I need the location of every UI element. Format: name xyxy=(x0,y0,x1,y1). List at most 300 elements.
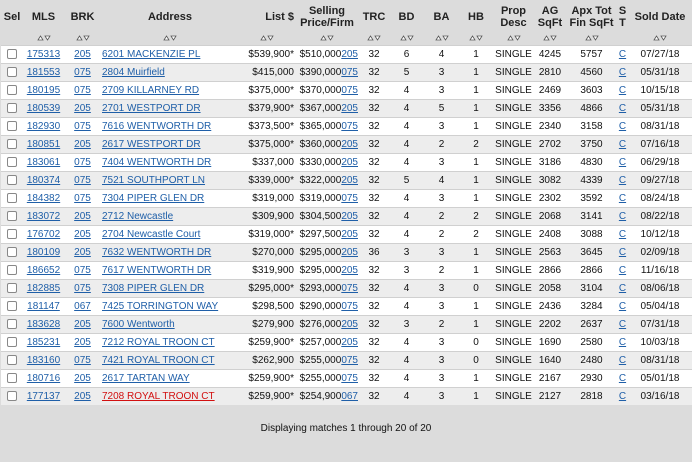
brk-link[interactable]: 075 xyxy=(74,265,91,276)
address-link[interactable]: 7617 WENTWORTH DR xyxy=(102,265,212,276)
col-apx: Apx Tot Fin SqFt xyxy=(566,0,617,34)
ba-value: 4 xyxy=(438,49,445,60)
hb-value: 2 xyxy=(473,211,479,222)
prop-desc: SINGLE xyxy=(495,67,532,78)
ag-sqft: 2866 xyxy=(538,265,562,276)
list-price: $259,900* xyxy=(248,337,294,348)
col-brk: BRK xyxy=(64,0,101,34)
bd-value: 4 xyxy=(403,103,410,114)
select-checkbox[interactable] xyxy=(7,157,17,167)
selling-price: $297,500 xyxy=(299,229,342,240)
ba-value: 5 xyxy=(438,103,445,114)
selling-price: $367,000 xyxy=(299,103,342,114)
prop-desc: SINGLE xyxy=(495,175,532,186)
firm-link[interactable]: 075 xyxy=(341,301,358,312)
select-checkbox[interactable] xyxy=(7,373,17,383)
bd-value: 6 xyxy=(403,49,410,60)
trc-value: 32 xyxy=(368,337,380,348)
col-bd: BD xyxy=(389,0,424,34)
prop-desc: SINGLE xyxy=(495,283,532,294)
bd-value: 3 xyxy=(403,247,410,258)
trc-value: 32 xyxy=(368,265,380,276)
prop-desc: SINGLE xyxy=(495,193,532,204)
apx-sqft: 2580 xyxy=(580,337,603,348)
firm-link[interactable]: 205 xyxy=(341,49,358,60)
apx-sqft: 2480 xyxy=(580,355,603,366)
sold-date: 07/16/18 xyxy=(640,139,680,150)
apx-sqft: 2866 xyxy=(580,265,603,276)
prop-desc: SINGLE xyxy=(495,49,532,60)
list-price: $415,000 xyxy=(252,67,294,78)
ag-sqft: 2340 xyxy=(538,121,562,132)
sold-date: 05/04/18 xyxy=(640,301,680,312)
address-link[interactable]: 7208 ROYAL TROON CT xyxy=(102,391,215,402)
sort-arrows-icon[interactable] xyxy=(400,34,414,42)
table-row xyxy=(1,136,692,154)
ba-value: 3 xyxy=(438,67,445,78)
sold-date: 05/01/18 xyxy=(640,373,680,384)
status-link[interactable]: C xyxy=(618,229,627,240)
sold-date: 07/31/18 xyxy=(640,319,680,330)
select-checkbox[interactable] xyxy=(7,67,17,77)
col-sold: Sold Date xyxy=(628,0,692,34)
status-link[interactable]: C xyxy=(618,283,627,294)
select-checkbox[interactable] xyxy=(7,193,17,203)
mls-link[interactable]: 186652 xyxy=(26,265,61,276)
ba-value: 3 xyxy=(438,247,445,258)
apx-sqft: 3141 xyxy=(580,211,603,222)
address-link[interactable]: 7632 WENTWORTH DR xyxy=(102,247,212,258)
status-link[interactable]: C xyxy=(618,319,627,330)
brk-link[interactable]: 075 xyxy=(74,157,91,168)
mls-link[interactable]: 180374 xyxy=(26,175,61,186)
ag-sqft: 2810 xyxy=(538,67,562,78)
firm-link[interactable]: 075 xyxy=(341,193,358,204)
sort-cell-brk xyxy=(64,34,101,46)
status-link[interactable]: C xyxy=(618,247,627,258)
sold-date: 05/31/18 xyxy=(640,67,680,78)
sold-date: 08/31/18 xyxy=(640,121,680,132)
bd-value: 4 xyxy=(403,157,410,168)
hb-value: 0 xyxy=(473,337,479,348)
brk-link[interactable]: 075 xyxy=(74,193,91,204)
table-row xyxy=(1,100,692,118)
col-sel: Sel xyxy=(1,0,23,34)
sort-cell-hb xyxy=(459,34,493,46)
sort-row xyxy=(1,34,692,46)
firm-link[interactable]: 205 xyxy=(341,103,358,114)
trc-value: 32 xyxy=(368,319,380,330)
status-link[interactable]: C xyxy=(618,49,627,60)
ba-value: 3 xyxy=(438,157,445,168)
sort-cell-ag xyxy=(534,34,566,46)
mls-link[interactable]: 180539 xyxy=(26,103,61,114)
brk-link[interactable]: 075 xyxy=(74,175,91,186)
select-checkbox[interactable] xyxy=(7,283,17,293)
brk-link[interactable]: 205 xyxy=(74,229,91,240)
ba-value: 2 xyxy=(438,319,445,330)
selling-price: $322,000 xyxy=(299,175,342,186)
col-ag: AG SqFt xyxy=(534,0,566,34)
sort-arrows-icon[interactable] xyxy=(76,34,90,42)
match-count: Displaying matches 1 through 20 of 20 xyxy=(260,423,432,434)
sort-arrows-icon[interactable] xyxy=(37,34,51,42)
sort-arrows-icon[interactable] xyxy=(163,34,177,42)
mls-link[interactable]: 175313 xyxy=(26,49,61,60)
bd-value: 4 xyxy=(403,337,410,348)
address-link[interactable]: 2617 WESTPORT DR xyxy=(102,139,201,150)
hb-value: 1 xyxy=(473,391,479,402)
sort-arrows-icon[interactable] xyxy=(543,34,557,42)
address-link[interactable]: 7425 TORRINGTON WAY xyxy=(102,301,219,312)
status-link[interactable]: C xyxy=(618,103,627,114)
status-link[interactable]: C xyxy=(618,139,627,150)
apx-sqft: 4830 xyxy=(580,157,603,168)
sort-arrows-icon[interactable] xyxy=(585,34,599,42)
select-checkbox[interactable] xyxy=(7,319,17,329)
address-link[interactable]: 7212 ROYAL TROON CT xyxy=(102,337,215,348)
mls-link[interactable]: 180716 xyxy=(26,373,61,384)
mls-link[interactable]: 183160 xyxy=(26,355,61,366)
select-checkbox[interactable] xyxy=(7,121,17,131)
ag-sqft: 2202 xyxy=(538,319,562,330)
col-st: S T xyxy=(617,0,628,34)
ba-value: 3 xyxy=(438,373,445,384)
ba-value: 2 xyxy=(438,229,445,240)
table-row xyxy=(1,208,692,226)
listings-table xyxy=(1,0,692,405)
address-link[interactable]: 7600 Wentworth xyxy=(102,319,175,330)
selling-price: $295,000 xyxy=(299,247,342,258)
sort-arrows-icon[interactable] xyxy=(367,34,381,42)
bd-value: 4 xyxy=(403,391,410,402)
col-prop: Prop Desc xyxy=(493,0,534,34)
ba-value: 3 xyxy=(438,337,445,348)
sold-date: 02/09/18 xyxy=(640,247,680,258)
sort-cell-sold xyxy=(628,34,692,46)
sold-date: 08/31/18 xyxy=(640,355,680,366)
sort-cell-trc xyxy=(359,34,389,46)
firm-link[interactable]: 205 xyxy=(341,157,358,168)
col-trc: TRC xyxy=(359,0,389,34)
status-link[interactable]: C xyxy=(618,85,627,96)
brk-link[interactable]: 205 xyxy=(74,103,91,114)
mls-link[interactable]: 180109 xyxy=(26,247,61,258)
firm-link[interactable]: 205 xyxy=(341,337,358,348)
apx-sqft: 3645 xyxy=(580,247,603,258)
col-mls: MLS xyxy=(23,0,64,34)
list-price: $259,900* xyxy=(248,391,294,402)
bd-value: 3 xyxy=(403,319,410,330)
mls-link[interactable]: 176702 xyxy=(26,229,61,240)
hb-value: 1 xyxy=(473,265,479,276)
bd-value: 4 xyxy=(403,211,410,222)
selling-price: $370,000 xyxy=(299,85,342,96)
table-row xyxy=(1,334,692,352)
status-link[interactable]: C xyxy=(618,265,627,276)
mls-link[interactable]: 184382 xyxy=(26,193,61,204)
hb-value: 1 xyxy=(473,67,479,78)
firm-link[interactable]: 205 xyxy=(341,229,358,240)
ba-value: 3 xyxy=(438,283,445,294)
sort-arrows-icon[interactable] xyxy=(435,34,449,42)
hb-value: 0 xyxy=(473,283,479,294)
bd-value: 4 xyxy=(403,193,410,204)
firm-link[interactable]: 067 xyxy=(341,391,358,402)
ba-value: 2 xyxy=(438,265,445,276)
apx-sqft: 4866 xyxy=(580,103,603,114)
apx-sqft: 3603 xyxy=(580,85,603,96)
prop-desc: SINGLE xyxy=(495,301,532,312)
table-row xyxy=(1,172,692,190)
brk-link[interactable]: 205 xyxy=(74,139,91,150)
brk-link[interactable]: 075 xyxy=(74,85,91,96)
address-link[interactable]: 6201 MACKENZIE PL xyxy=(102,49,201,60)
table-row xyxy=(1,262,692,280)
hb-value: 1 xyxy=(473,175,479,186)
brk-link[interactable]: 205 xyxy=(74,211,91,222)
apx-sqft: 3750 xyxy=(580,139,603,150)
selling-price: $304,500 xyxy=(299,211,342,222)
sort-arrows-icon[interactable] xyxy=(260,34,274,42)
select-checkbox[interactable] xyxy=(7,175,17,185)
mls-link[interactable]: 183628 xyxy=(26,319,61,330)
status-link[interactable]: C xyxy=(618,211,627,222)
mls-link[interactable]: 181553 xyxy=(26,67,61,78)
ba-value: 2 xyxy=(438,211,445,222)
apx-sqft: 4339 xyxy=(580,175,603,186)
selling-price: $276,000 xyxy=(299,319,342,330)
brk-link[interactable]: 205 xyxy=(74,337,91,348)
selling-price: $390,000 xyxy=(299,67,342,78)
sort-cell-apx xyxy=(566,34,617,46)
ag-sqft: 2058 xyxy=(538,283,562,294)
sort-cell-sel xyxy=(1,34,23,46)
hb-value: 1 xyxy=(473,373,479,384)
table-row xyxy=(1,46,692,64)
address-link[interactable]: 2617 TARTAN WAY xyxy=(102,373,190,384)
selling-price: $365,000 xyxy=(299,121,342,132)
firm-link[interactable]: 205 xyxy=(341,175,358,186)
brk-link[interactable]: 075 xyxy=(74,67,91,78)
trc-value: 32 xyxy=(368,355,380,366)
firm-link[interactable]: 075 xyxy=(341,355,358,366)
sold-date: 08/06/18 xyxy=(640,283,680,294)
firm-link[interactable]: 205 xyxy=(341,211,358,222)
list-price: $295,000* xyxy=(248,283,294,294)
apx-sqft: 3592 xyxy=(580,193,603,204)
hb-value: 1 xyxy=(473,247,479,258)
prop-desc: SINGLE xyxy=(495,265,532,276)
prop-desc: SINGLE xyxy=(495,85,532,96)
status-link[interactable]: C xyxy=(618,121,627,132)
mls-link[interactable]: 182930 xyxy=(26,121,61,132)
address-link[interactable]: 2704 Newcastle Court xyxy=(102,229,201,240)
table-row xyxy=(1,370,692,388)
apx-sqft: 2637 xyxy=(580,319,603,330)
prop-desc: SINGLE xyxy=(495,211,532,222)
sort-arrows-icon[interactable] xyxy=(653,34,667,42)
bd-value: 4 xyxy=(403,85,410,96)
select-checkbox[interactable] xyxy=(7,139,17,149)
table-row xyxy=(1,118,692,136)
select-checkbox[interactable] xyxy=(7,49,17,59)
status-link[interactable]: C xyxy=(618,67,627,78)
prop-desc: SINGLE xyxy=(495,121,532,132)
address-link[interactable]: 2804 Muirfield xyxy=(102,67,165,78)
sort-arrows-icon[interactable] xyxy=(507,34,521,42)
selling-price: $330,000 xyxy=(299,157,342,168)
select-checkbox[interactable] xyxy=(7,301,17,311)
sold-date: 11/16/18 xyxy=(640,265,680,276)
list-price: $270,000 xyxy=(252,247,294,258)
bd-value: 5 xyxy=(403,175,410,186)
ag-sqft: 2702 xyxy=(538,139,562,150)
trc-value: 32 xyxy=(368,139,380,150)
select-checkbox[interactable] xyxy=(7,211,17,221)
table-row xyxy=(1,352,692,370)
sold-date: 08/22/18 xyxy=(640,211,680,222)
mls-link[interactable]: 181147 xyxy=(27,301,60,312)
sort-arrows-icon[interactable] xyxy=(469,34,483,42)
brk-link[interactable]: 205 xyxy=(74,49,91,60)
firm-link[interactable]: 075 xyxy=(341,373,358,384)
status-link[interactable]: C xyxy=(618,355,627,366)
sold-date: 09/27/18 xyxy=(640,175,680,186)
table-row xyxy=(1,82,692,100)
select-checkbox[interactable] xyxy=(7,103,17,113)
mls-link[interactable]: 177137 xyxy=(26,391,61,402)
address-link[interactable]: 7404 WENTWORTH DR xyxy=(102,157,212,168)
address-link[interactable]: 2701 WESTPORT DR xyxy=(102,103,201,114)
firm-link[interactable]: 205 xyxy=(341,319,358,330)
prop-desc: SINGLE xyxy=(495,337,532,348)
select-checkbox[interactable] xyxy=(7,391,17,401)
mls-link[interactable]: 182885 xyxy=(26,283,61,294)
brk-link[interactable]: 075 xyxy=(74,355,91,366)
firm-link[interactable]: 075 xyxy=(341,67,358,78)
address-link[interactable]: 2709 KILLARNEY RD xyxy=(102,85,200,96)
address-link[interactable]: 7308 PIPER GLEN DR xyxy=(102,283,205,294)
prop-desc: SINGLE xyxy=(495,391,532,402)
status-link[interactable]: C xyxy=(618,373,627,384)
sort-cell-address xyxy=(101,34,239,46)
col-hb: HB xyxy=(459,0,493,34)
bd-value: 4 xyxy=(403,121,410,132)
mls-link[interactable]: 180195 xyxy=(26,85,61,96)
select-checkbox[interactable] xyxy=(7,229,17,239)
firm-link[interactable]: 205 xyxy=(341,265,358,276)
sort-cell-mls xyxy=(23,34,64,46)
ag-sqft: 3356 xyxy=(538,103,562,114)
list-price: $309,900 xyxy=(252,211,294,222)
select-checkbox[interactable] xyxy=(7,247,17,257)
list-price: $375,000* xyxy=(248,85,294,96)
bd-value: 3 xyxy=(403,265,410,276)
address-link[interactable]: 7421 ROYAL TROON CT xyxy=(102,355,215,366)
address-link[interactable]: 7616 WENTWORTH DR xyxy=(102,121,212,132)
col-list: List $ xyxy=(239,0,295,34)
ag-sqft: 2469 xyxy=(538,85,562,96)
status-link[interactable]: C xyxy=(618,301,627,312)
sort-cell-bd xyxy=(389,34,424,46)
select-checkbox[interactable] xyxy=(7,355,17,365)
table-row xyxy=(1,154,692,172)
trc-value: 32 xyxy=(368,49,380,60)
firm-link[interactable]: 205 xyxy=(341,247,358,258)
list-price: $337,000 xyxy=(252,157,294,168)
col-ba: BA xyxy=(424,0,459,34)
selling-price: $510,000 xyxy=(299,49,342,60)
sort-arrows-icon[interactable] xyxy=(320,34,334,42)
trc-value: 32 xyxy=(368,67,380,78)
status-link[interactable]: C xyxy=(618,193,627,204)
address-link[interactable]: 7521 SOUTHPORT LN xyxy=(102,175,206,186)
status-link[interactable]: C xyxy=(618,337,627,348)
selling-price: $257,000 xyxy=(299,337,342,348)
brk-link[interactable]: 205 xyxy=(74,247,91,258)
table-row xyxy=(1,226,692,244)
sort-cell-st xyxy=(617,34,628,46)
trc-value: 32 xyxy=(368,157,380,168)
select-checkbox[interactable] xyxy=(7,337,17,347)
list-price: $375,000* xyxy=(248,139,294,150)
sort-cell-ba xyxy=(424,34,459,46)
firm-link[interactable]: 075 xyxy=(341,283,358,294)
mls-link[interactable]: 180851 xyxy=(26,139,61,150)
brk-link[interactable]: 205 xyxy=(74,319,91,330)
list-price: $298,500 xyxy=(252,301,294,312)
list-price: $262,900 xyxy=(252,355,294,366)
brk-link[interactable]: 205 xyxy=(74,391,91,402)
trc-value: 36 xyxy=(368,247,380,258)
firm-link[interactable]: 075 xyxy=(341,121,358,132)
apx-sqft: 2818 xyxy=(580,391,603,402)
status-link[interactable]: C xyxy=(618,157,627,168)
ag-sqft: 3082 xyxy=(538,175,562,186)
sort-cell-prop xyxy=(493,34,534,46)
table-row xyxy=(1,388,692,406)
sold-date: 10/15/18 xyxy=(640,85,680,96)
status-link[interactable]: C xyxy=(618,391,627,402)
trc-value: 32 xyxy=(368,283,380,294)
mls-link[interactable]: 183061 xyxy=(26,157,61,168)
selling-price: $255,000 xyxy=(299,355,342,366)
address-link[interactable]: 7304 PIPER GLEN DR xyxy=(102,193,205,204)
hb-value: 1 xyxy=(473,157,479,168)
brk-link[interactable]: 075 xyxy=(74,283,91,294)
address-link[interactable]: 2712 Newcastle xyxy=(102,211,174,222)
select-checkbox[interactable] xyxy=(7,85,17,95)
bd-value: 4 xyxy=(403,355,410,366)
firm-link[interactable]: 075 xyxy=(341,85,358,96)
sold-date: 10/03/18 xyxy=(640,337,680,348)
brk-link[interactable]: 067 xyxy=(74,301,91,312)
firm-link[interactable]: 205 xyxy=(341,139,358,150)
hb-value: 1 xyxy=(473,319,479,330)
mls-link[interactable]: 183072 xyxy=(26,211,61,222)
brk-link[interactable]: 205 xyxy=(74,373,91,384)
apx-sqft: 3104 xyxy=(580,283,603,294)
bd-value: 5 xyxy=(403,67,410,78)
status-link[interactable]: C xyxy=(618,175,627,186)
select-checkbox[interactable] xyxy=(7,265,17,275)
ag-sqft: 2408 xyxy=(538,229,562,240)
trc-value: 32 xyxy=(368,85,380,96)
mls-link[interactable]: 185231 xyxy=(26,337,61,348)
sort-cell-list xyxy=(239,34,295,46)
brk-link[interactable]: 075 xyxy=(74,121,91,132)
